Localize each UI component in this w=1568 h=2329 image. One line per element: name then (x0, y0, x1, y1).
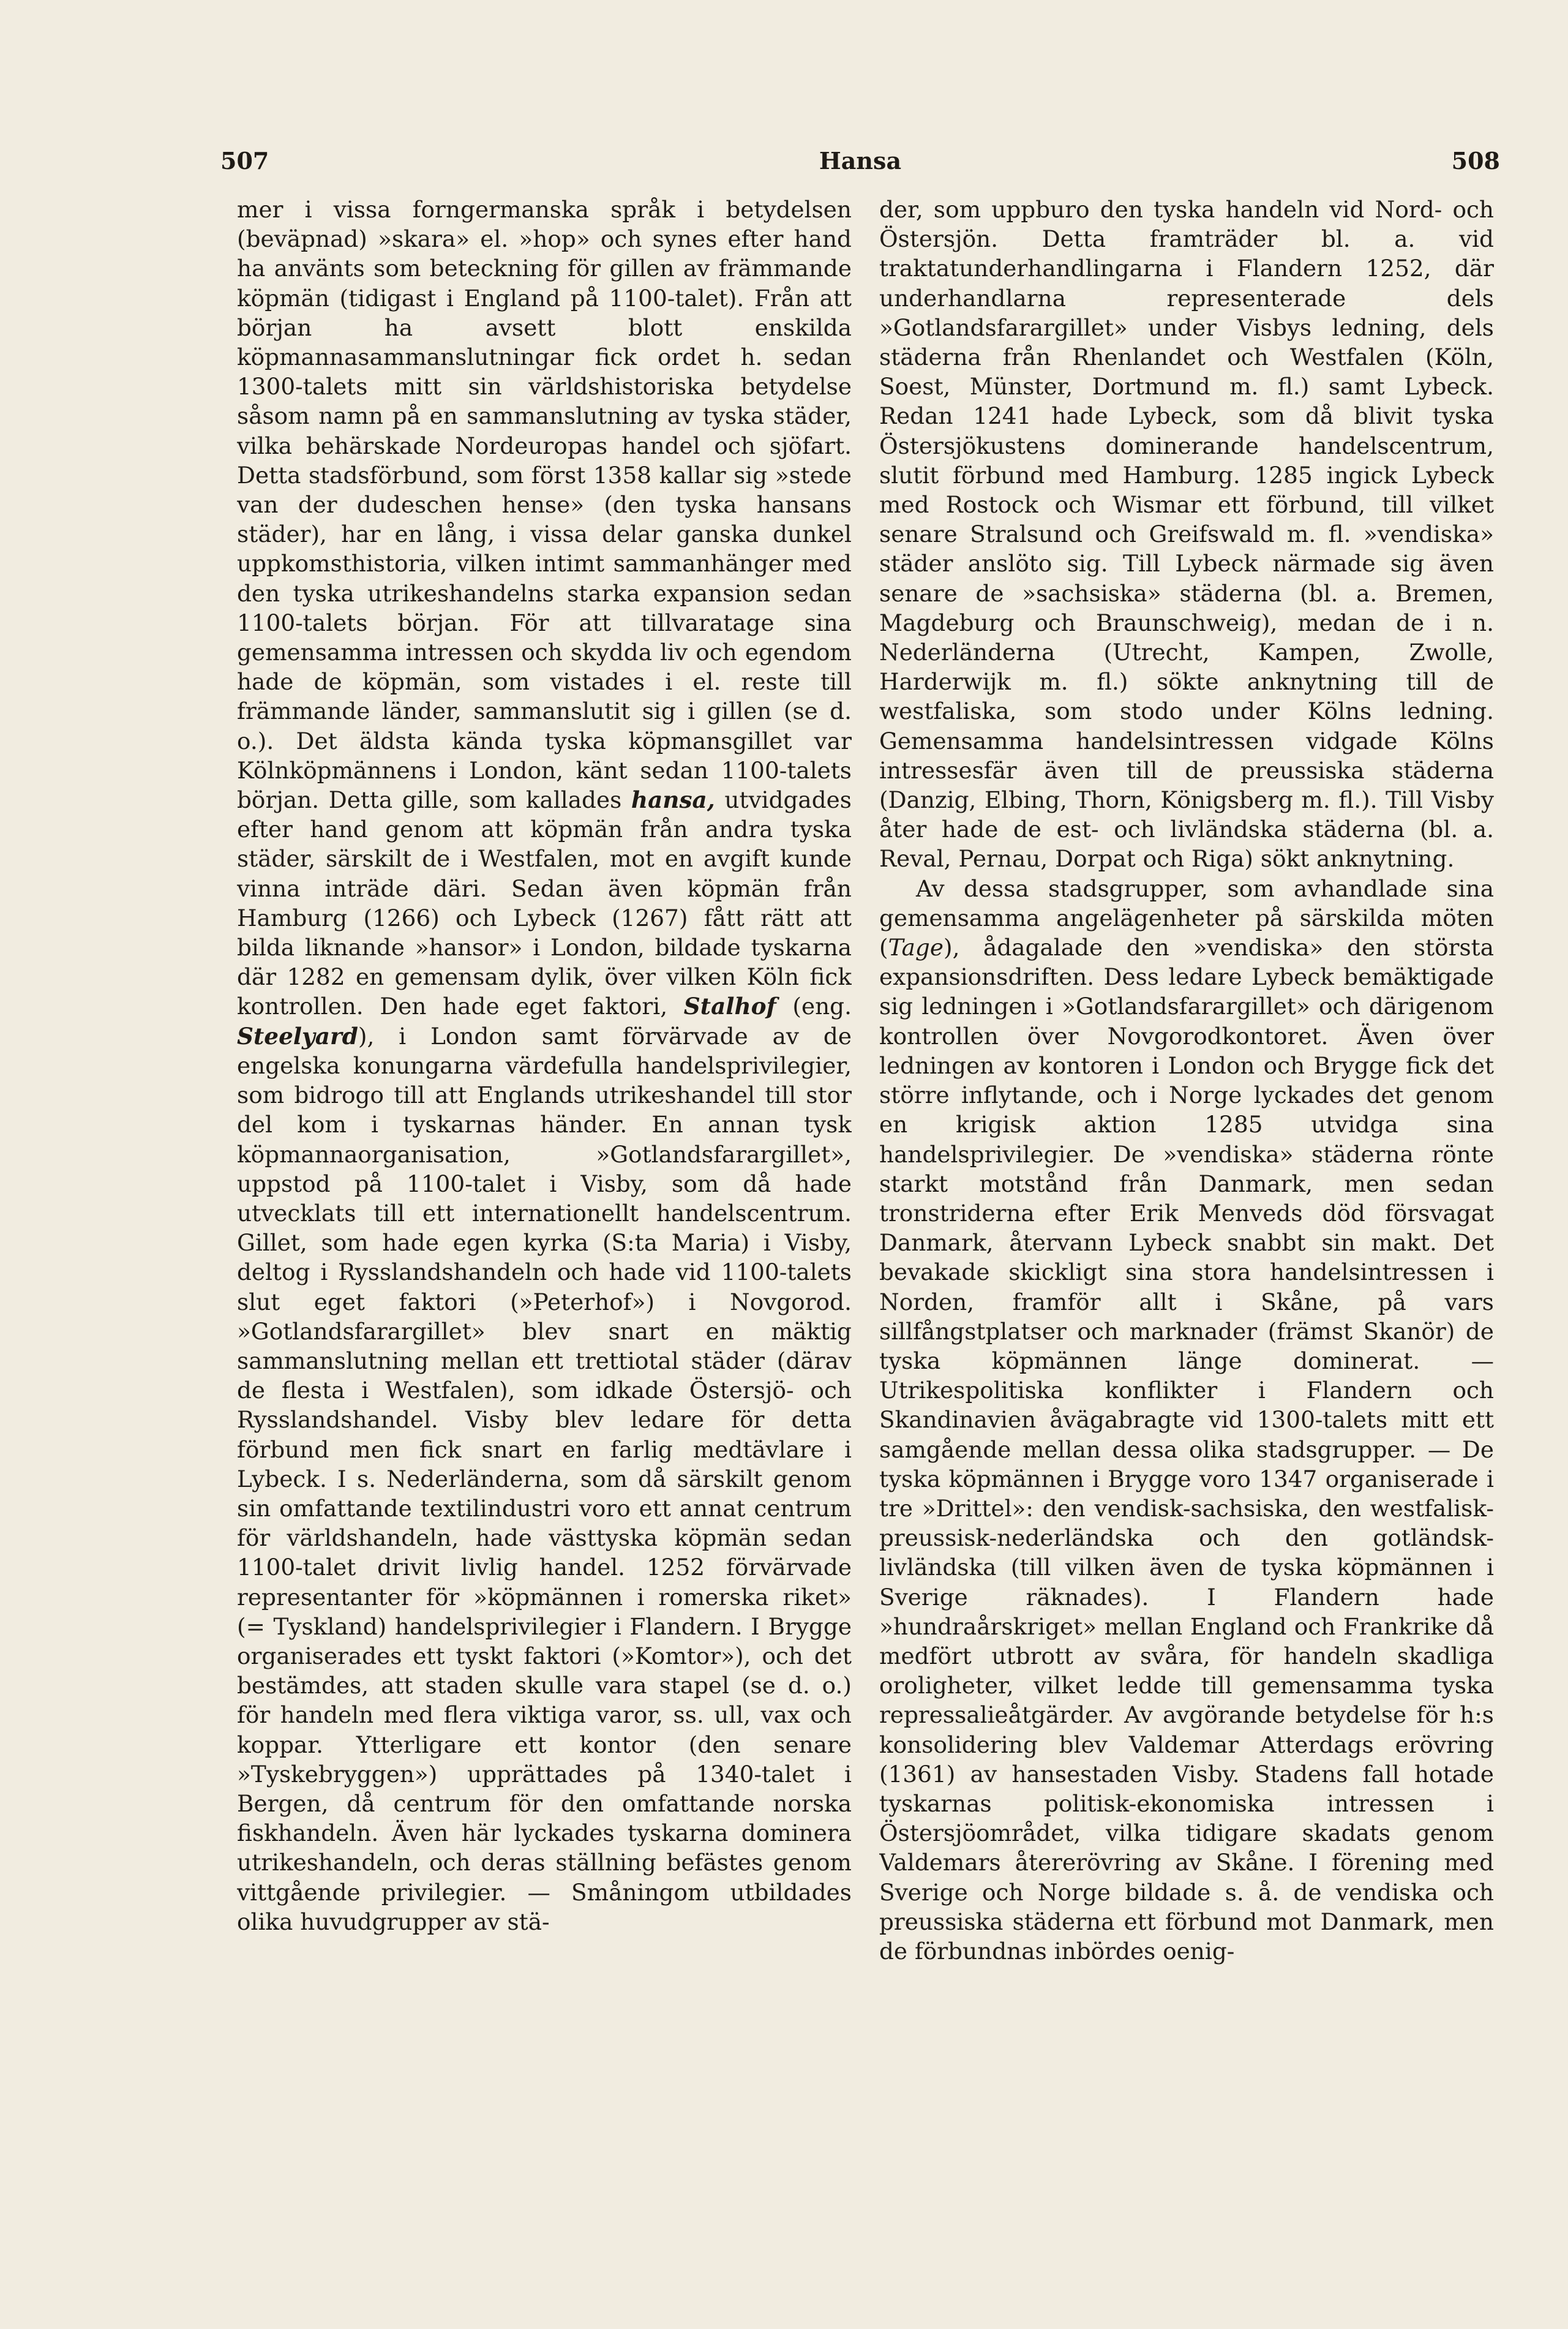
term-tage: Tage (888, 934, 943, 961)
left-text-1: mer i vissa forngermanska språk i betydelsen (beväpnad) »skara» el. »hop» och synes efter hand ha använts som beteckning för gillen av främmande köpmän (tidigast i England på 1100-talet). Från att början ha avsett blott enskilda köpmannasammanslutningar fick ordet h. sedan 1300-talets mitt sin världshistoriska betydelse såsom namn på en sammanslutning av tyska städer, vilka behärskade Nordeuropas handel och sjöfart. Detta stadsförbund, som först 1358 kallar sig »stede van der dudeschen hense» (den tyska hansans städer), har en lång, i vissa delar ganska dunkel uppkomsthistoria, vilken intimt sammanhänger med den tyska utrikeshandelns starka expansion sedan 1100-talets början. För att tillvaratage sina gemensamma intressen och skydda liv och egendom hade de köpmän, som vistades i el. reste till främmande länder, sammanslutit sig i gillen (se d. o.). Det äldsta kända tyska köpmansgillet var Kölnköpmännens i London, känt sedan 1100-talets början. Detta gille, som kallades (237, 196, 852, 814)
left-text-3: (eng. (792, 993, 852, 1020)
right-text-2a: Av dessa stadsgrupper, som avhandlade sina gemensamma angelägenheter på särskilda möten ( (879, 875, 1494, 961)
right-text-2b: ), ådagalade den »vendiska» den största expansionsdriften. Dess ledare Lybeck bemäktigade sig ledningen i »Gotlandsfarargillet» och därigenom kontrollen över Novgorodkontoret. Även över ledningen av kontoren i London och Brygge fick det större inflytande, och i Norge lyckades det genom en krigisk aktion 1285 utvidga sina handelsprivilegier. De »vendiska» städerna rönte starkt motstånd från Danmark, men sedan tronstriderna efter Erik Menveds död försvagat Danmark, återvann Lybeck snabbt sin makt. Det bevakade skickligt sina stora handelsintressen i Norden, framför allt i Skåne, på vars sillfångstplatser och marknader (främst Skanör) de tyska köpmännen länge dominerat. — Utrikespolitiska konflikter i Flandern och Skandinavien åvägabragte vid 1300-talets mitt ett samgående mellan dessa olika stadsgrupper. — De tyska köpmännen i Brygge voro 1347 organiserade i tre »Drittel»: den vendisk-sachsiska, den westfalisk-preussisk-nederländska och den gotländsk-livländska (till vilken även de tyska köpmännen i Sverige räknades). I Flandern hade »hundraårskriget» mellan England och Frankrike då medfört utbrott av svåra, för handeln skadliga oroligheter, vilket ledde till gemensamma tyska repressalieåtgärder. Av avgörande betydelse för h:s konsolidering blev Valdemar Atterdags erövring (1361) av hansestaden Visby. Stadens fall hotade tyskarnas politisk-ekonomiska intressen i Östersjöområdet, vilka tidigare skadats genom Valdemars återerövring av Skåne. I förening med Sverige och Norge bildade s. å. de vendiska och preussiska städerna ett förbund mot Danmark, men de förbundnas inbördes oenig- (879, 934, 1494, 1965)
term-stalhof: Stalhof (683, 993, 776, 1020)
right-column (879, 195, 1494, 2283)
term-steelyard: Steelyard (237, 1022, 358, 1050)
left-paragraph (237, 195, 852, 1936)
running-header (220, 147, 1500, 184)
left-text-2: utvidgades efter hand genom att köpmän från andra tyska städer, särskilt de i Westfalen, mot en avgift kunde vinna inträde däri. Sedan även köpmän från Hamburg (1266) och Lybeck (1267) fått rätt att bilda liknande »hansor» i London, bildade tyskarna där 1282 en gemensam dylik, över vilken Köln fick kontrollen. Den hade eget faktori, (237, 786, 852, 1020)
term-hansa: hansa, (631, 786, 715, 814)
left-column (237, 195, 852, 2283)
running-title: Hansa (819, 147, 902, 175)
right-page-number: 508 (1451, 147, 1500, 175)
left-page-number: 507 (220, 147, 269, 175)
right-paragraph-1: der, som uppburo den tyska handeln vid Nord- och Östersjön. Detta framträder bl. a. vid traktatunderhandlingarna i Flandern 1252, där underhandlarna representerade dels »Gotlandsfarargillet» under Visbys ledning, dels städerna från Rhenlandet och Westfalen (Köln, Soest, Münster, Dortmund m. fl.) samt Lybeck. Redan 1241 hade Lybeck, som då blivit tyska Östersjökustens dominerande handelscentrum, slutit förbund med Hamburg. 1285 ingick Lybeck med Rostock och Wismar ett förbund, till vilket senare Stralsund och Greifswald m. fl. »vendiska» städer anslöto sig. Till Lybeck närmade sig även senare de »sachsiska» städerna (bl. a. Bremen, Magdeburg och Braunschweig), medan de i n. Nederländerna (Utrecht, Kampen, Zwolle, Harderwijk m. fl.) sökte anknytning till de westfaliska, som stodo under Kölns ledning. Gemensamma handelsintressen vidgade Kölns intressesfär även till de preussiska städerna (Danzig, Elbing, Thorn, Königsberg m. fl.). Till Visby åter hade de est- och livländska städerna (bl. a. Reval, Pernau, Dorpat och Riga) sökt anknytning. (879, 196, 1494, 873)
left-text-4: ), i London samt förvärvade av de engelska konungarna värdefulla handelsprivilegier, som bidrogo till att Englands utrikeshandel till stor del kom i tyskarnas händer. En annan tysk köpmannaorganisation, »Gotlandsfarargillet», uppstod på 1100-talet i Visby, som då hade utvecklats till ett internationellt handelscentrum. Gillet, som hade egen kyrka (S:ta Maria) i Visby, deltog i Rysslandshandeln och hade vid 1100-talets slut eget faktori (»Peterhof») i Novgorod. »Gotlandsfarargillet» blev snart en mäktig sammanslutning mellan ett trettiotal städer (därav de flesta i Westfalen), som idkade Östersjö- och Rysslandshandel. Visby blev ledare för detta förbund men fick snart en farlig medtävlare i Lybeck. I s. Nederländerna, som då särskilt genom sin omfattande textilindustri voro ett annat centrum för världshandeln, hade västtyska köpmän sedan 1100-talet drivit livlig handel. 1252 förvärvade representanter för »köpmännen i romerska riket» (= Tyskland) handelsprivilegier i Flandern. I Brygge organiserades ett tyskt faktori (»Komtor»), och det bestämdes, att staden skulle vara stapel (se d. o.) för handeln med flera viktiga varor, ss. ull, vax och koppar. Ytterligare ett kontor (den senare »Tyskebryggen») upprättades på 1340-talet i Bergen, då centrum för den omfattande norska fiskhandeln. Även här lyckades tyskarna dominera utrikeshandeln, och deras ställning befästes genom vittgående privilegier. — Småningom utbildades olika huvudgrupper av stä- (237, 1022, 852, 1935)
right-paragraph-2 (879, 874, 1494, 1966)
